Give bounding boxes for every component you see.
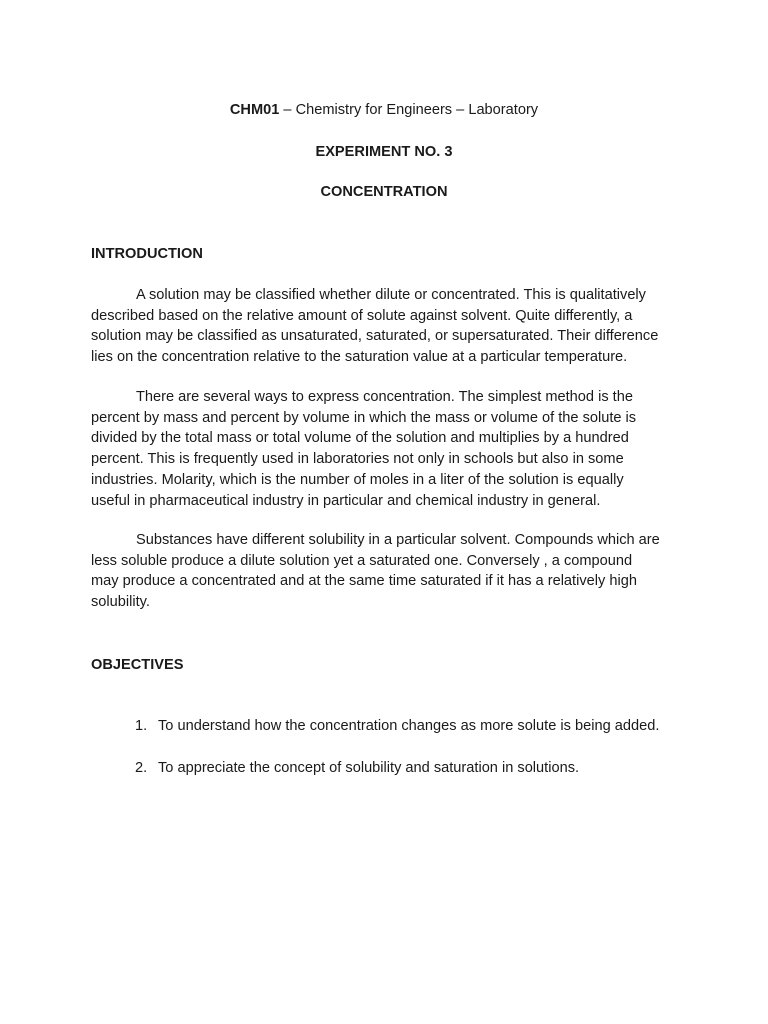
course-code: CHM01	[229, 102, 280, 118]
paragraph-line: lies on the concentration relative to the saturation value at a particular temperature.	[91, 349, 628, 366]
paragraph-line: useful in pharmaceutical industry in particular and chemical industry in general.	[91, 492, 601, 509]
objective-text: To appreciate the concept of solubility and saturation in solutions.	[158, 760, 580, 776]
objective-number: 2.	[135, 760, 148, 776]
paragraph-line: percent by mass and percent by volume in which the mass or volume of the solute is	[91, 409, 637, 426]
paragraph-line: Substances have different solubility in a particular solvent. Compounds which are	[136, 532, 660, 548]
paragraph-line: less soluble produce a dilute solution yet a saturated one. Conversely , a compound	[91, 552, 633, 569]
paragraph-line: solubility.	[91, 594, 150, 611]
introduction-paragraph-3	[91, 530, 687, 613]
objectives-heading: OBJECTIVES	[91, 657, 184, 673]
paragraph-line: A solution may be classified whether dilute or concentrated. This is qualitatively	[136, 287, 646, 303]
introduction-paragraph-2	[91, 387, 687, 511]
paragraph-line: industries. Molarity, which is the number of moles in a liter of the solution is equally	[91, 471, 624, 488]
objective-number: 1.	[135, 718, 148, 734]
paragraph-line: percent. This is frequently used in laboratories not only in schools but also in some	[91, 451, 624, 468]
paragraph-line: divided by the total mass or total volume of the solution and multiplies by a hundred	[91, 430, 629, 447]
objective-text: To understand how the concentration changes as more solute is being added.	[158, 718, 660, 734]
paragraph-line: There are several ways to express concentration. The simplest method is the	[136, 389, 633, 405]
paragraph-line: described based on the relative amount of solute against solvent. Quite differently, a	[91, 307, 633, 324]
objective-item	[135, 758, 579, 778]
introduction-heading: INTRODUCTION	[91, 246, 203, 262]
experiment-number: EXPERIMENT NO. 3	[315, 144, 453, 160]
paragraph-line: solution may be classified as unsaturated, saturated, or supersaturated. Their difference	[91, 328, 659, 345]
paragraph-line: may produce a concentrated and at the same time saturated if it has a relatively high	[91, 573, 637, 590]
course-line	[0, 100, 768, 120]
objective-item	[135, 716, 659, 736]
course-title: – Chemistry for Engineers – Laboratory	[279, 102, 539, 118]
document-title: CONCENTRATION	[320, 184, 448, 200]
introduction-paragraph-1	[91, 285, 687, 368]
